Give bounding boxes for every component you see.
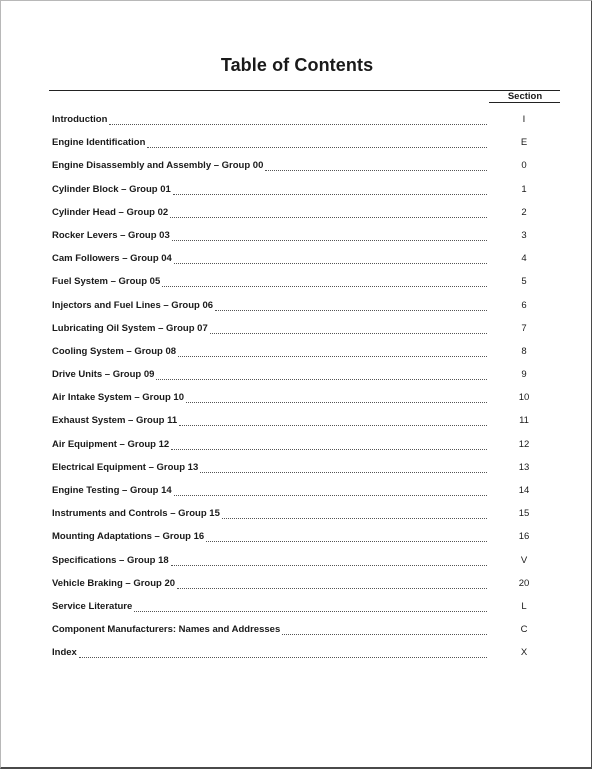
toc-entry-section: 4 bbox=[521, 253, 527, 265]
toc-entry[interactable] bbox=[52, 369, 548, 392]
toc-entry-main bbox=[52, 114, 487, 126]
section-column-header: Section bbox=[507, 91, 543, 102]
dot-leader bbox=[156, 369, 487, 380]
dot-leader bbox=[222, 508, 487, 519]
toc-entry[interactable] bbox=[52, 137, 548, 160]
toc-entry[interactable] bbox=[52, 647, 548, 670]
dot-leader bbox=[79, 647, 487, 658]
toc-entry[interactable] bbox=[52, 531, 548, 554]
toc-entry-section: 14 bbox=[518, 485, 530, 496]
page-title: Table of Contents bbox=[220, 55, 374, 75]
toc-entry-main bbox=[52, 601, 487, 613]
toc-entry-section: V bbox=[520, 554, 528, 566]
toc-entry[interactable] bbox=[52, 207, 548, 230]
toc-entry-title: Service Literature bbox=[52, 600, 133, 612]
dot-leader bbox=[171, 439, 487, 450]
toc-entry-section: 3 bbox=[521, 229, 527, 241]
toc-entry-section: 12 bbox=[518, 438, 530, 450]
dot-leader bbox=[172, 230, 487, 241]
toc-entry[interactable] bbox=[52, 462, 548, 485]
toc-entry-title: Air Intake System – Group 10 bbox=[52, 392, 184, 404]
toc-entry-section: 1 bbox=[521, 183, 527, 195]
dot-leader bbox=[179, 415, 487, 426]
toc-entry-title: Electrical Equipment – Group 13 bbox=[52, 461, 199, 473]
dot-leader bbox=[134, 601, 487, 612]
toc-entry-section: X bbox=[520, 647, 528, 659]
toc-entry-section: 5 bbox=[521, 276, 527, 288]
toc-entry-section: 11 bbox=[519, 415, 529, 427]
toc-entry-section: 15 bbox=[518, 508, 530, 520]
toc-entry[interactable] bbox=[52, 624, 548, 647]
toc-entry[interactable] bbox=[52, 346, 548, 369]
toc-entry-main bbox=[52, 624, 487, 636]
toc-entry-main bbox=[52, 578, 487, 590]
toc-entry-section: E bbox=[520, 137, 528, 149]
dot-leader bbox=[186, 392, 487, 403]
toc-entry-title: Index bbox=[52, 647, 77, 659]
toc-entry-section: 20 bbox=[518, 577, 530, 589]
dot-leader bbox=[177, 578, 487, 589]
dot-leader bbox=[109, 114, 487, 125]
toc-entry-section: I bbox=[522, 114, 526, 125]
toc-entry-section: 0 bbox=[521, 160, 527, 172]
dot-leader bbox=[171, 555, 487, 566]
toc-entry-title: Rocker Levers – Group 03 bbox=[52, 229, 170, 241]
toc-list bbox=[52, 114, 548, 671]
dot-leader bbox=[265, 160, 487, 171]
toc-entry[interactable] bbox=[52, 601, 548, 624]
toc-entry[interactable] bbox=[52, 184, 548, 207]
toc-entry[interactable] bbox=[52, 230, 548, 253]
toc-entry[interactable] bbox=[52, 578, 548, 601]
toc-entry[interactable] bbox=[52, 300, 548, 323]
toc-entry-title: Specifications – Group 18 bbox=[52, 554, 169, 566]
toc-entry-title: Lubricating Oil System – Group 07 bbox=[52, 322, 208, 334]
toc-entry-section: 9 bbox=[521, 369, 527, 381]
toc-entry-main bbox=[52, 300, 487, 312]
toc-entry-main bbox=[52, 415, 487, 427]
toc-entry-title: Cylinder Head – Group 02 bbox=[52, 206, 169, 218]
dot-leader bbox=[174, 485, 487, 496]
dot-leader bbox=[174, 253, 487, 264]
toc-entry[interactable] bbox=[52, 253, 548, 276]
toc-entry-main bbox=[52, 508, 487, 520]
toc-entry-section: 8 bbox=[521, 345, 527, 357]
toc-entry-title: Air Equipment – Group 12 bbox=[52, 438, 170, 450]
toc-entry-main bbox=[52, 346, 487, 358]
toc-entry[interactable] bbox=[52, 323, 548, 346]
toc-entry-main bbox=[52, 276, 487, 288]
toc-entry-section: 6 bbox=[521, 299, 527, 311]
toc-entry[interactable] bbox=[52, 114, 548, 137]
dot-leader bbox=[173, 184, 487, 195]
toc-entry-title: Mounting Adaptations – Group 16 bbox=[52, 531, 205, 543]
dot-leader bbox=[210, 323, 487, 334]
toc-entry-main bbox=[52, 253, 487, 265]
toc-entry-title: Engine Disassembly and Assembly – Group 00 bbox=[52, 160, 264, 172]
title-rule bbox=[49, 90, 560, 91]
dot-leader bbox=[178, 346, 487, 357]
toc-entry[interactable] bbox=[52, 392, 548, 415]
toc-entry[interactable] bbox=[52, 415, 548, 438]
toc-entry[interactable] bbox=[52, 485, 548, 508]
toc-entry-main bbox=[52, 531, 487, 543]
toc-entry-title: Drive Units – Group 09 bbox=[52, 369, 155, 381]
toc-entry-title: Cylinder Block – Group 01 bbox=[52, 183, 171, 195]
toc-entry-main bbox=[52, 555, 487, 567]
toc-entry-section: 13 bbox=[518, 461, 530, 473]
toc-entry-main bbox=[52, 184, 487, 196]
dot-leader bbox=[162, 276, 487, 287]
toc-entry-section: 7 bbox=[521, 322, 527, 334]
toc-entry-section: 16 bbox=[518, 531, 530, 543]
toc-entry[interactable] bbox=[52, 508, 548, 531]
toc-entry-main bbox=[52, 160, 487, 172]
toc-entry-main bbox=[52, 207, 487, 219]
toc-entry-title: Engine Identification bbox=[52, 137, 146, 149]
dot-leader bbox=[215, 300, 487, 311]
toc-entry-title: Cooling System – Group 08 bbox=[52, 345, 177, 357]
toc-entry[interactable] bbox=[52, 439, 548, 462]
toc-entry-main bbox=[52, 392, 487, 404]
toc-entry-title: Exhaust System – Group 11 bbox=[52, 415, 178, 427]
toc-entry-section: 10 bbox=[518, 392, 530, 404]
toc-entry-section: L bbox=[521, 600, 527, 612]
toc-entry-title: Vehicle Braking – Group 20 bbox=[52, 577, 176, 589]
toc-entry-title: Engine Testing – Group 14 bbox=[52, 485, 172, 496]
dot-leader bbox=[170, 207, 487, 218]
toc-entry-main bbox=[52, 323, 487, 335]
toc-entry[interactable] bbox=[52, 276, 548, 299]
toc-entry[interactable] bbox=[52, 555, 548, 578]
toc-entry-title: Component Manufacturers: Names and Addresses bbox=[52, 624, 281, 636]
toc-entry-section: 2 bbox=[521, 206, 527, 218]
section-header-rule bbox=[489, 102, 560, 103]
dot-leader bbox=[147, 137, 487, 148]
dot-leader bbox=[206, 531, 487, 542]
toc-entry-main bbox=[52, 647, 487, 659]
toc-entry-title: Instruments and Controls – Group 15 bbox=[52, 508, 220, 520]
dot-leader bbox=[200, 462, 487, 473]
toc-entry-main bbox=[52, 230, 487, 242]
toc-entry-main bbox=[52, 485, 487, 497]
toc-entry-title: Cam Followers – Group 04 bbox=[52, 253, 172, 265]
toc-entry-title: Fuel System – Group 05 bbox=[52, 276, 161, 288]
toc-entry-main bbox=[52, 137, 487, 149]
toc-entry[interactable] bbox=[52, 160, 548, 183]
dot-leader bbox=[282, 624, 487, 635]
toc-entry-main bbox=[52, 439, 487, 451]
toc-entry-main bbox=[52, 462, 487, 474]
toc-entry-main bbox=[52, 369, 487, 381]
toc-entry-title: Injectors and Fuel Lines – Group 06 bbox=[52, 299, 214, 311]
toc-entry-title: Introduction bbox=[52, 114, 108, 125]
toc-entry-section: C bbox=[520, 624, 528, 636]
